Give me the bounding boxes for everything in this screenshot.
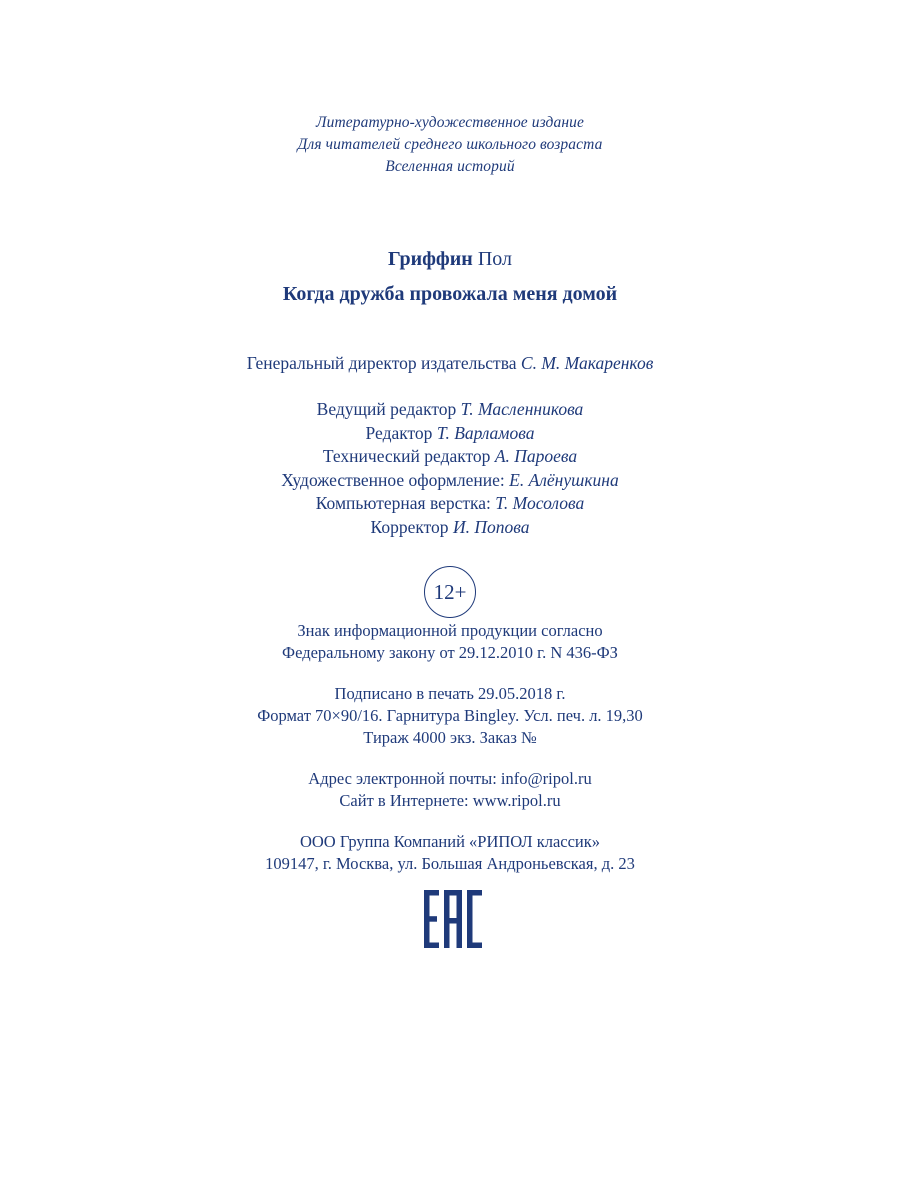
credit-name: Т. Варламова [436, 422, 535, 443]
eac-mark-icon [424, 890, 482, 948]
publisher-info [0, 831, 900, 875]
director-name: С. М. Макаренков [520, 353, 654, 373]
law-notice-line: Знак информационной продукции согласно [297, 621, 603, 640]
law-notice-line: Федеральному закону от 29.12.2010 г. N 436-ФЗ [282, 643, 618, 662]
credit-line [0, 492, 900, 516]
credit-role: Ведущий редактор [316, 399, 461, 419]
print-format: Формат 70×90/16. Гарнитура Bingley. Усл. печ. л. 19,30 [257, 706, 643, 725]
series-info [0, 112, 900, 178]
email-line: Адрес электронной почты: info@ripol.ru [308, 769, 592, 788]
credit-role: Корректор [370, 516, 453, 537]
credit-line [0, 422, 900, 446]
credit-line [0, 516, 900, 540]
credit-name: И. Попова [452, 516, 530, 537]
publisher-address: 109147, г. Москва, ул. Большая Андроньевская, д. 23 [265, 854, 635, 873]
credit-role: Художественное оформление: [281, 469, 510, 490]
book-title: Когда дружба провожала меня домой [282, 283, 618, 305]
credit-line [0, 469, 900, 493]
publication-type: Литературно-художественное издание [316, 114, 584, 131]
age-rating-text: 12+ [433, 579, 467, 604]
website-line: Сайт в Интернете: www.ripol.ru [339, 791, 561, 810]
credit-name: Е. Алёнушкина [509, 469, 619, 490]
contacts [0, 768, 900, 812]
credit-line [0, 398, 900, 422]
credit-role: Компьютерная верстка: [315, 493, 496, 513]
credit-role: Редактор [365, 422, 437, 443]
series-name: Вселенная историй [385, 158, 515, 175]
credit-name: А. Пароева [494, 446, 578, 466]
print-info [0, 683, 900, 749]
audience-note: Для читателей среднего школьного возраста [297, 136, 603, 153]
age-rating-badge [424, 566, 476, 618]
publisher-name: ООО Группа Компаний «РИПОЛ классик» [299, 832, 601, 851]
director-line [0, 351, 900, 375]
author-name: Пол [477, 248, 512, 270]
credits-list [0, 398, 900, 539]
credit-line [0, 445, 900, 469]
author-surname: Гриффин [387, 248, 473, 270]
print-date: Подписано в печать 29.05.2018 г. [334, 684, 566, 703]
print-run: Тираж 4000 экз. Заказ № [363, 728, 537, 747]
director-role: Генеральный директор издательства [246, 353, 521, 373]
law-notice [0, 620, 900, 664]
credit-role: Технический редактор [322, 446, 495, 466]
credit-name: Т. Мосолова [495, 493, 585, 513]
author-line [0, 246, 900, 272]
credit-name: Т. Масленникова [460, 399, 584, 419]
